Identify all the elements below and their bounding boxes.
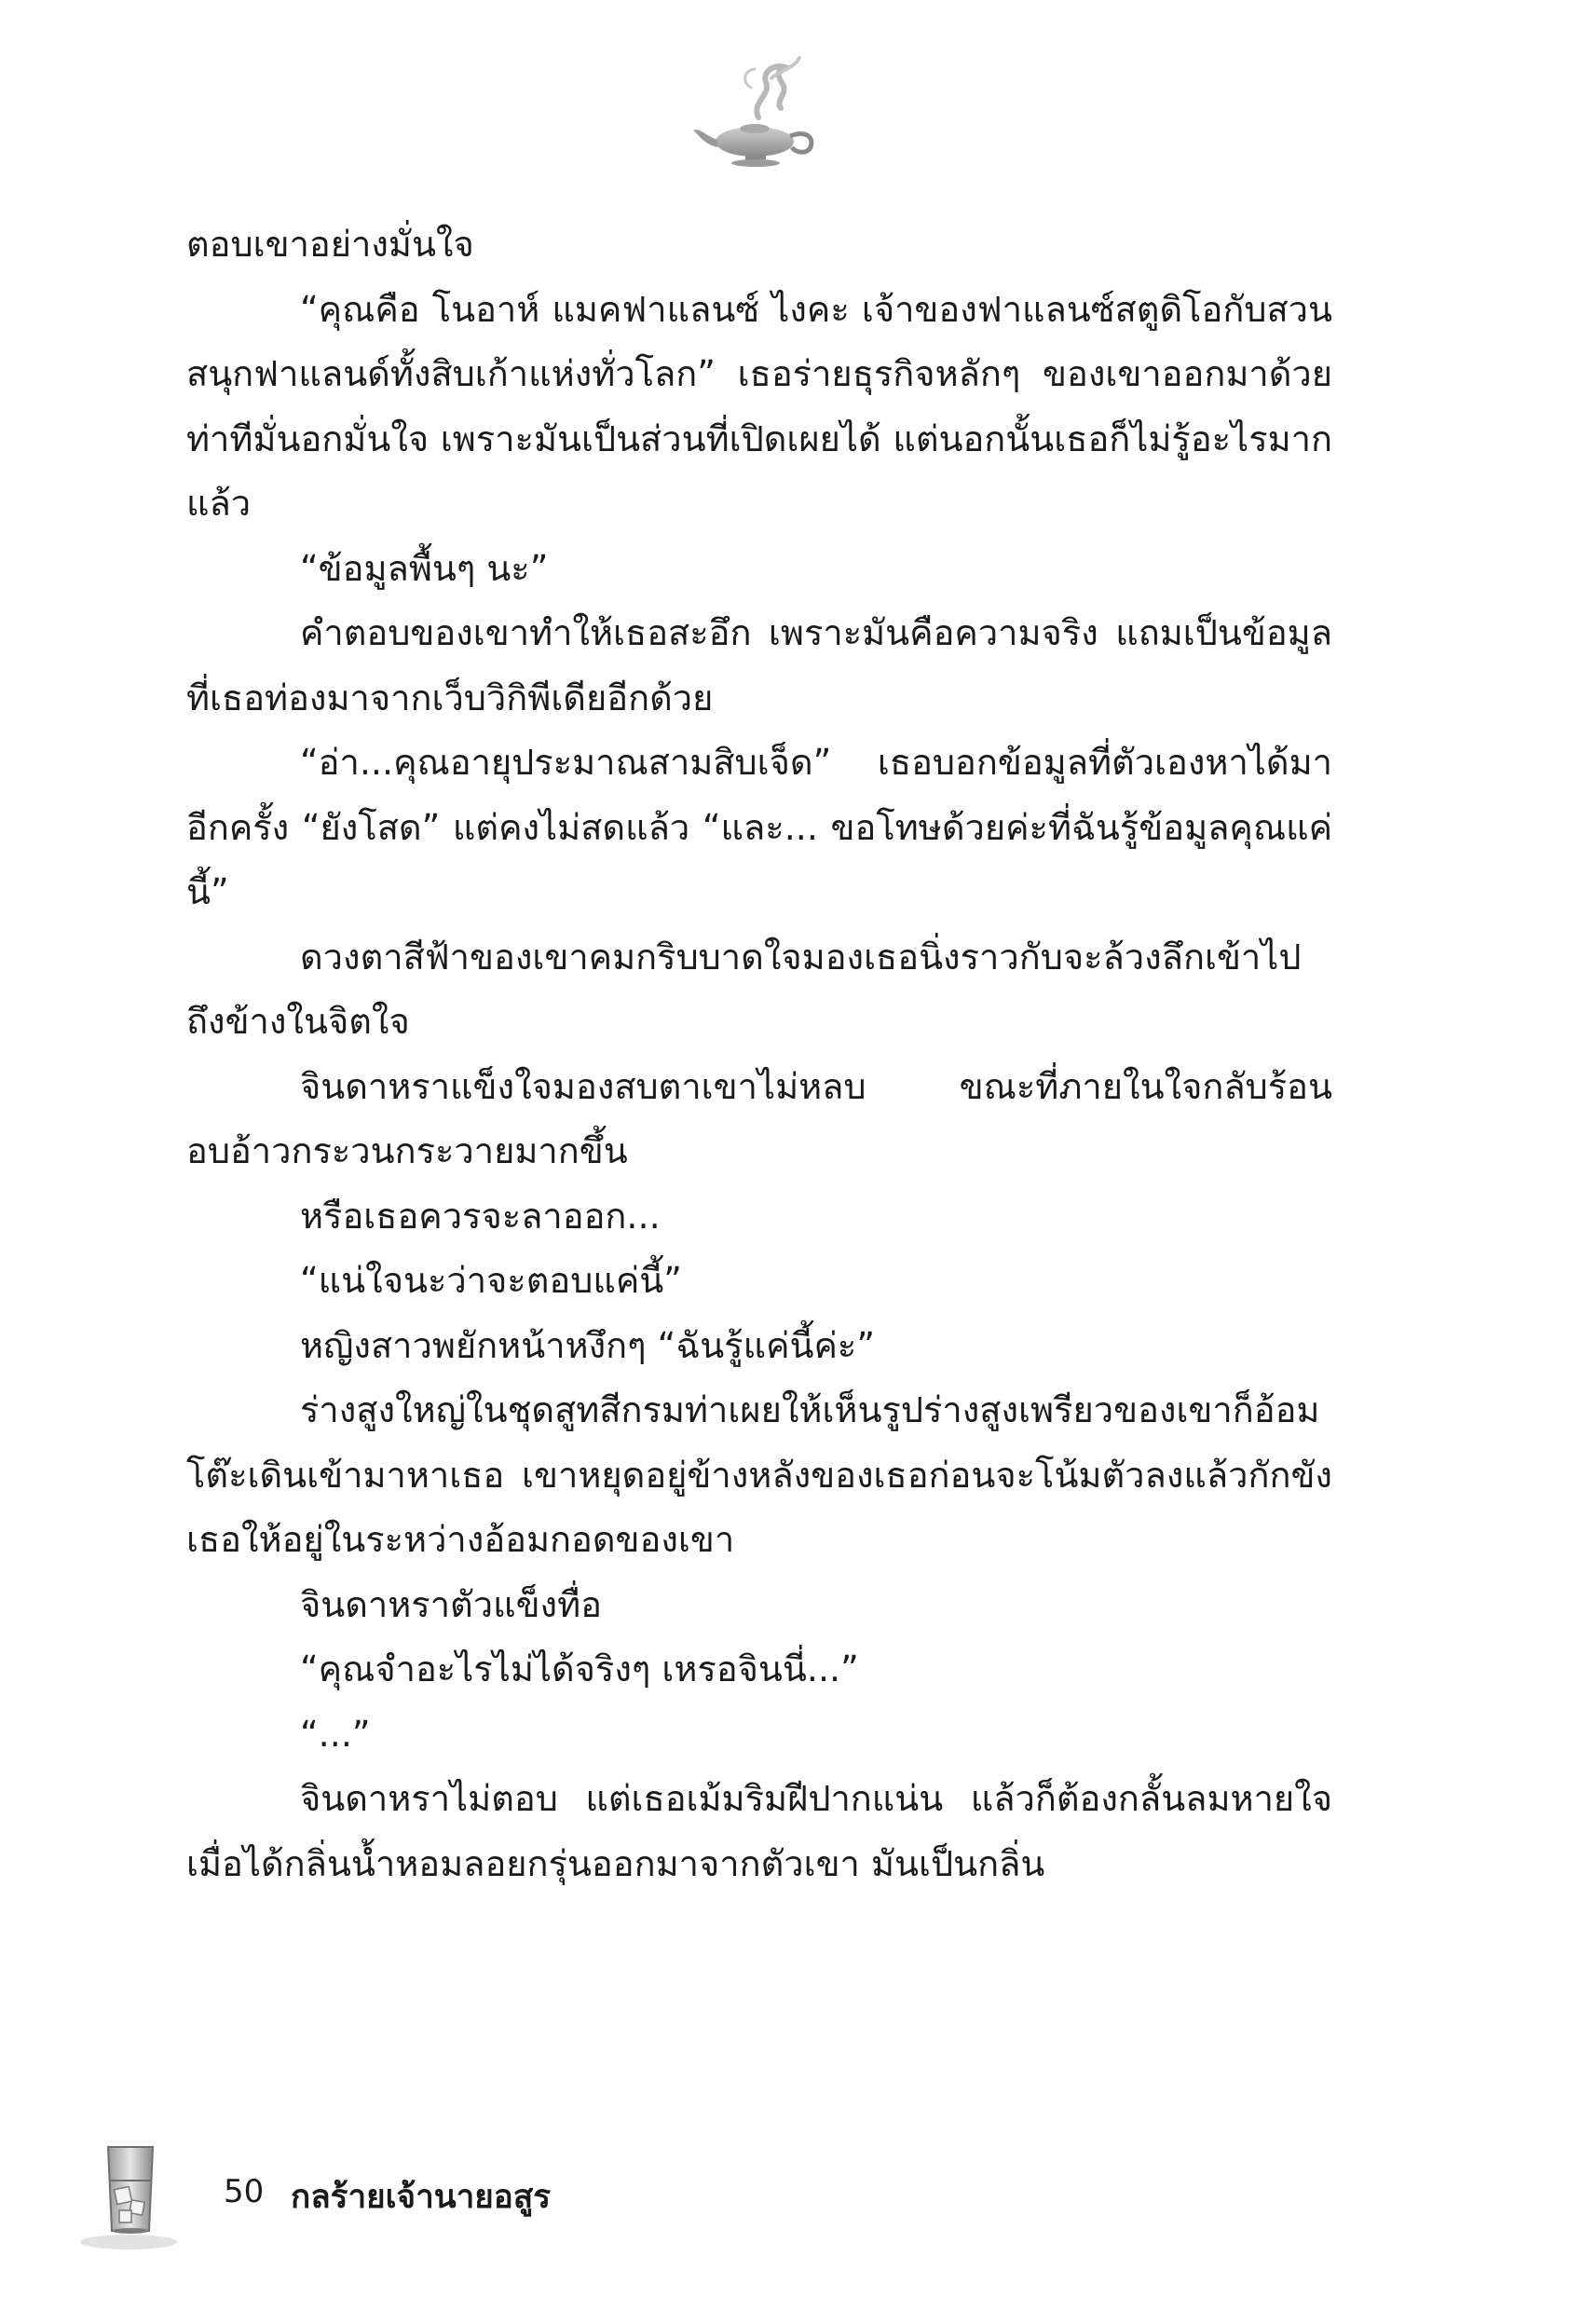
book-title: กลร้ายเจ้านายอสูร [291, 2179, 551, 2216]
paragraph: จินดาหราตัวแข็งทื่อ [300, 1583, 602, 1625]
genie-lamp-icon [686, 50, 825, 171]
paragraph: “คุณจำอะไรไม่ได้จริงๆ เหรอจินนี่...” [300, 1648, 859, 1689]
page-number: 50 [224, 2173, 265, 2210]
paragraph: ดวงตาสีฟ้าของเขาคมกริบบาดใจมองเธอนิ่งราวกับจะล้วงลึกเข้าไปถึงข้างในจิตใจ [186, 936, 1302, 1042]
paragraph: “อ่า...คุณอายุประมาณสามสิบเจ็ด” เธอบอกข้อมูลที่ตัวเองหาได้มาอีกครั้ง “ยังโสด” แต่คงไม่สดแล้ว “และ... ขอโทษด้วยค่ะที่ฉันรู้ข้อมูลคุณแค่นี้” [186, 742, 1332, 912]
paragraph: หรือเธอควรจะลาออก... [300, 1195, 661, 1237]
paragraph: “คุณคือ โนอาห์ แมคฟาแลนซ์ ไงคะ เจ้าของฟาแลนซ์สตูดิโอกับสวนสนุกฟาแลนด์ทั้งสิบเก้าแห่งทั่วโลก” เธอร่ายธุรกิจหลักๆ ของเขาออกมาด้วยท่าทีมั่นอกมั่นใจ เพราะมันเป็นส่วนที่เปิดเผยได้ แต่นอกนั้นเธอก็ไม่รู้อะไรมากแล้ว [186, 288, 1332, 524]
paragraph: “แน่ใจนะว่าจะตอบแค่นี้” [300, 1260, 682, 1301]
paragraph: “ข้อมูลพื้นๆ นะ” [300, 547, 549, 589]
paragraph: ตอบเขาอย่างมั่นใจ [186, 224, 474, 265]
paragraph: จินดาหราแข็งใจมองสบตาเขาไม่หลบ ขณะที่ภายในใจกลับร้อนอบอ้าวกระวนกระวายมากขึ้น [186, 1065, 1332, 1171]
paragraph: ร่างสูงใหญ่ในชุดสูทสีกรมท่าเผยให้เห็นรูปร่างสูงเพรียวของเขาก็อ้อมโต๊ะเดินเข้ามาหาเธอ เขาหยุดอยู่ข้างหลังของเธอก่อนจะโน้มตัวลงแล้วกักขังเธอให้อยู่ในระหว่างอ้อมกอดของเขา [186, 1389, 1332, 1560]
paragraph: หญิงสาวพยักหน้าหงึกๆ “ฉันรู้แค่นี้ค่ะ” [300, 1324, 875, 1366]
paragraph: คำตอบของเขาทำให้เธอสะอึก เพราะมันคือความจริง แถมเป็นข้อมูลที่เธอท่องมาจากเว็บวิกิพีเดียอีกด้วย [186, 612, 1332, 718]
body-text [186, 212, 1332, 2141]
paragraph: จินดาหราไม่ตอบ แต่เธอเม้มริมฝีปากแน่น แล้วก็ต้องกลั้นลมหายใจเมื่อได้กลิ่นน้ำหอมลอยกรุ่นออกมาจากตัวเขา มันเป็นกลิ่น [186, 1778, 1332, 1884]
paragraph: “...” [300, 1713, 371, 1755]
whisky-glass-icon [75, 2134, 196, 2255]
page-footer [75, 2134, 820, 2255]
